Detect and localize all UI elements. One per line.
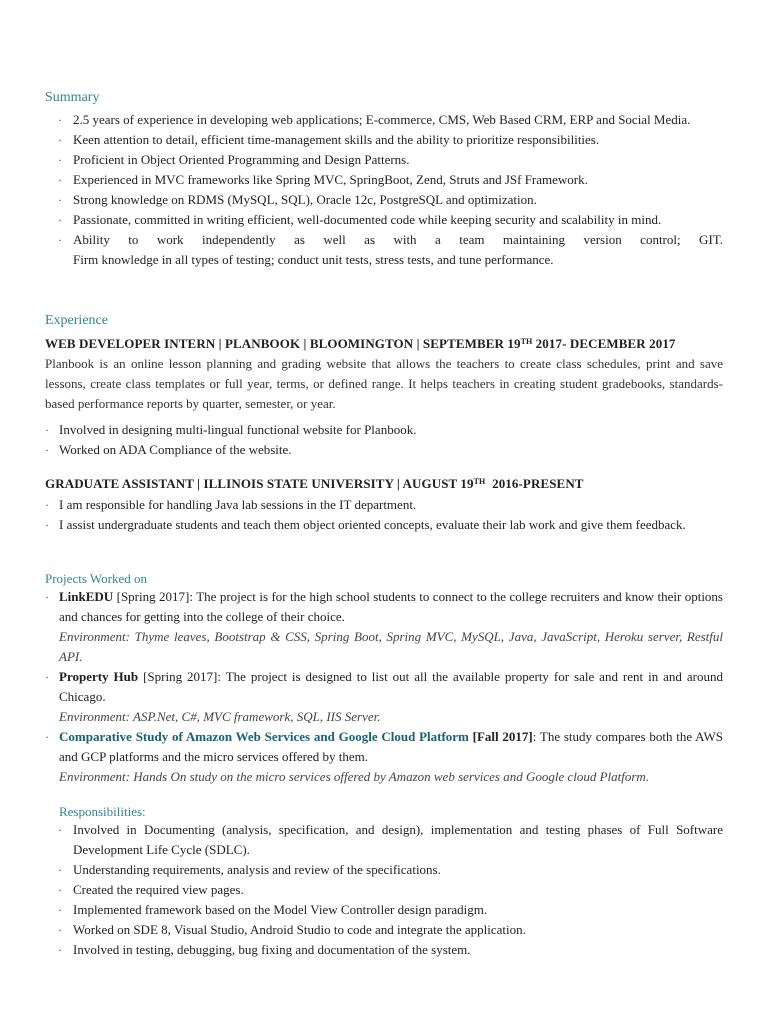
- list-item: · Keen attention to detail, efficient time-management skills and the ability to prioritize responsibilities.: [45, 130, 723, 150]
- bullet-icon: ·: [58, 883, 62, 897]
- list-item: · Involved in Documenting (analysis, specification, and design), implementation and testing phases of Full Software Development Life Cycle (SDLC).: [58, 822, 723, 857]
- responsibilities-heading: Responsibilities:: [59, 804, 146, 819]
- job-description-planbook: Planbook is an online lesson planning and grading website that allows the teachers to create class schedules, print and save lessons, create class templates or full year, terms, or defined range. It helps teachers in creating student gradebooks, standards-based performance reports by quarter, semester, or year.: [45, 356, 723, 411]
- planbook-bullets: [45, 420, 723, 460]
- project-environment: Environment: Hands On study on the micro services offered by Amazon web services and Google cloud Platform.: [59, 769, 650, 784]
- experience-heading: Experience: [45, 313, 108, 328]
- summary-heading: Summary: [45, 90, 100, 105]
- projects-heading: Projects Worked on: [45, 571, 147, 586]
- bullet-icon: ·: [58, 923, 62, 937]
- list-item: · LinkEDU [Spring 2017]: The project is for the high school students to connect to the college recruiters and know their options and chances for getting into the college of their choice. Environment: Thyme leaves, Bootstrap & CSS, Spring Boot, Spring MVC, MySQL, Java, JavaScript, Heroku server, Restful API.: [45, 587, 723, 667]
- list-item: · Created the required view pages.: [45, 880, 723, 900]
- list-item: · Worked on SDE 8, Visual Studio, Android Studio to code and integrate the application.: [45, 920, 723, 940]
- bullet-icon: ·: [58, 173, 62, 187]
- bullet-icon: ·: [45, 518, 49, 532]
- project-environment: Environment: Thyme leaves, Bootstrap & CSS, Spring Boot, Spring MVC, MySQL, Java, JavaScript, Heroku server, Restful API.: [59, 629, 723, 664]
- job-title-planbook: WEB DEVELOPER INTERN | PLANBOOK | BLOOMINGTON | SEPTEMBER 19TH 2017- DECEMBER 2017: [45, 336, 676, 351]
- list-item: · I assist undergraduate students and teach them object oriented concepts, evaluate their lab work and give them feedback.: [45, 515, 723, 535]
- bullet-icon: ·: [58, 193, 62, 207]
- list-item: · Understanding requirements, analysis and review of the specifications.: [45, 860, 723, 880]
- responsibilities-list: [45, 820, 723, 960]
- list-item: · Strong knowledge on RDMS (MySQL, SQL), Oracle 12c, PostgreSQL and optimization.: [45, 190, 723, 210]
- bullet-icon: ·: [58, 133, 62, 147]
- bullet-icon: ·: [58, 943, 62, 957]
- list-item: · Involved in designing multi-lingual functional website for Planbook.: [45, 420, 723, 440]
- list-item: · Passionate, committed in writing efficient, well-documented code while keeping security and scalability in mind.: [45, 210, 723, 230]
- project-environment: Environment: ASP.Net, C#, MVC framework, SQL, IIS Server.: [59, 709, 381, 724]
- list-item: · Worked on ADA Compliance of the website.: [45, 440, 723, 460]
- bullet-icon: ·: [58, 113, 62, 127]
- list-item: Firm knowledge in all types of testing; conduct unit tests, stress tests, and tune performance.: [73, 252, 554, 267]
- graduate-assistant-bullets: [45, 495, 723, 535]
- bullet-icon: ·: [45, 730, 49, 744]
- bullet-icon: ·: [45, 498, 49, 512]
- summary-list: [45, 110, 723, 270]
- list-item: · 2.5 years of experience in developing web applications; E-commerce, CMS, Web Based CRM, ERP and Social Media.: [45, 110, 723, 130]
- list-item: · Property Hub [Spring 2017]: The project is designed to list out all the available property for sale and rent in and around Chicago. Environment: ASP.Net, C#, MVC framework, SQL, IIS Server.: [45, 667, 723, 727]
- list-item: · I am responsible for handling Java lab sessions in the IT department.: [45, 495, 723, 515]
- list-item: · Proficient in Object Oriented Programming and Design Patterns.: [45, 150, 723, 170]
- bullet-icon: ·: [45, 670, 49, 684]
- bullet-icon: ·: [58, 153, 62, 167]
- list-item: · Implemented framework based on the Model View Controller design paradigm.: [45, 900, 723, 920]
- list-item: · Experienced in MVC frameworks like Spring MVC, SpringBoot, Zend, Struts and JSf Framework.: [45, 170, 723, 190]
- list-item: · Involved in testing, debugging, bug fixing and documentation of the system.: [45, 940, 723, 960]
- list-item: · Ability to work independently as well as with a team maintaining version control; GIT.: [45, 230, 723, 250]
- bullet-icon: ·: [45, 423, 49, 437]
- job-title-graduate-assistant: GRADUATE ASSISTANT | ILLINOIS STATE UNIVERSITY | AUGUST 19TH 2016-PRESENT: [45, 476, 584, 491]
- bullet-icon: ·: [58, 863, 62, 877]
- list-item: · Comparative Study of Amazon Web Services and Google Cloud Platform [Fall 2017]: The study compares both the AWS and GCP platforms and the micro services offered by them. Environment: Hands On study on the micro services offered by Amazon web services and Google cloud Platform.: [45, 727, 723, 787]
- bullet-icon: ·: [45, 443, 49, 457]
- bullet-icon: ·: [45, 590, 49, 604]
- bullet-icon: ·: [58, 213, 62, 227]
- bullet-icon: ·: [58, 233, 62, 247]
- projects-list: [45, 587, 723, 787]
- bullet-icon: ·: [58, 823, 62, 837]
- bullet-icon: ·: [58, 903, 62, 917]
